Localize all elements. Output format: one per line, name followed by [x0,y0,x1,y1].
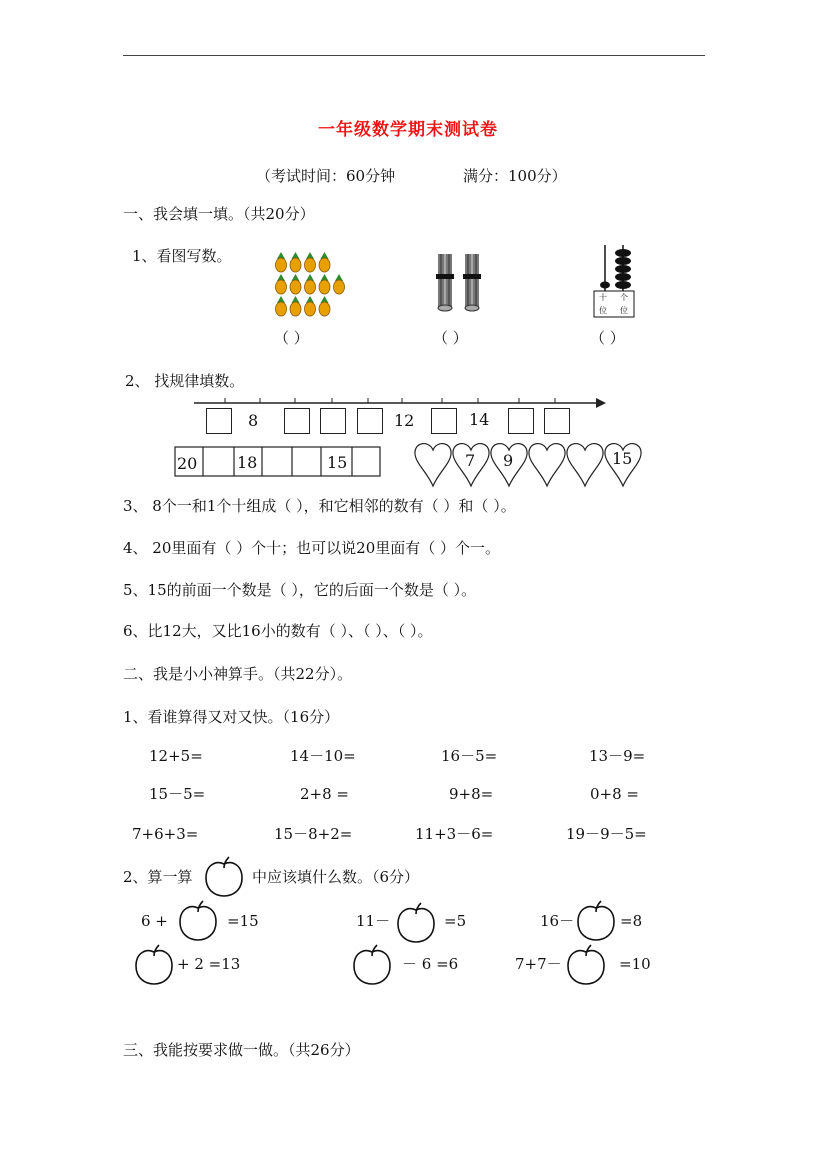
number-box[interactable] [320,408,346,434]
equation-part: 7+7－ [515,955,562,973]
number-box[interactable] [357,408,383,434]
equation: 9+8= [449,785,494,803]
apple-icon[interactable] [576,900,616,942]
pineapple-icon [305,296,316,316]
equation: 7+6+3= [132,825,199,843]
section1-heading: 一、我会填一填。（共20分） [123,205,315,223]
equation-part: + 2 =13 [177,955,241,973]
question-5: 5、15的前面一个数是（ ），它的后面一个数是（ ）。 [123,581,477,599]
equation: 15－5= [149,785,206,803]
number-cell-row [174,446,382,478]
number-line-value: 14 [469,410,490,429]
answer-blank[interactable]: （ ） [590,329,625,347]
pineapple-icon [305,274,316,294]
number-box[interactable] [431,408,457,434]
question-6: 6、比12大，又比16小的数有（ ）、（ ）、（ ）。 [123,622,433,640]
heart-value: 9 [503,451,514,470]
section3-heading: 三、我能按要求做一做。（共26分） [123,1041,360,1059]
answer-blank[interactable]: （ ） [433,329,468,347]
answer-blank[interactable]: （ ） [274,329,309,347]
heart-shape [529,444,565,486]
pineapple-icon [276,296,287,316]
number-box[interactable] [508,408,534,434]
equation: 19－9－5= [566,825,647,843]
abacus-ones-label: 个 [620,293,628,302]
apple-icon[interactable] [352,944,392,986]
pineapple-icon [276,252,287,272]
heart-value: 15 [612,449,633,468]
equation: 2+8 = [300,785,349,803]
equation: 16－5= [441,747,498,765]
pineapple-icon [319,252,330,272]
pineapple-icon [305,252,316,272]
equation-part: － 6 =6 [402,955,459,973]
apple-icon[interactable] [566,944,606,986]
pineapple-icon [319,296,330,316]
apple-icon[interactable] [134,944,174,986]
header-rule [123,55,705,56]
equation-part: =10 [619,955,651,973]
heart-row [413,438,643,488]
number-box[interactable] [544,408,570,434]
s2-q2-label: 中应该填什么数。（6分） [252,868,420,886]
pineapple-icon [319,274,330,294]
question-4: 4、 20里面有（ ）个十；也可以说20里面有（ ）个一。 [123,539,501,557]
heart-shape [415,444,451,486]
equation-part: 16－ [540,912,575,930]
pineapple-icon [290,252,301,272]
cell-value: 15 [327,453,348,472]
number-line-value: 8 [248,411,259,430]
exam-time: （考试时间：60分钟 [256,167,396,185]
pineapple-icon [290,296,301,316]
heart-value: 7 [465,451,476,470]
equation-part: 6 + [141,912,168,930]
s2-q1-label: 1、看谁算得又对又快。（16分） [123,708,340,726]
heart-shape [567,444,603,486]
pineapple-picture [274,251,349,321]
equation-part: 11－ [356,912,391,930]
pineapple-icon [290,274,301,294]
equation: 12+5= [149,747,203,765]
apple-icon[interactable] [178,900,218,942]
cell-value: 20 [177,454,198,473]
equation: 15－8+2= [274,825,353,843]
equation: 0+8 = [590,785,639,803]
question-3: 3、 8个一和1个十组成（ ），和它相邻的数有（ ）和（ ）。 [123,497,516,515]
equation-part: =15 [227,912,259,930]
stick-bundles-picture [432,250,492,312]
pineapple-icon [276,274,287,294]
s2-q2-label: 2、算一算 [123,868,193,886]
cell-value: 18 [237,453,258,472]
equation: 11+3－6= [415,825,494,843]
abacus-wei-label: 位 [620,306,628,315]
section2-heading: 二、我是小小神算手。（共22分）。 [123,665,353,683]
abacus-wei-label: 位 [599,306,607,315]
number-box[interactable] [284,408,310,434]
apple-icon[interactable] [396,902,436,944]
equation: 13－9= [589,747,646,765]
q1-label: 1、看图写数。 [132,247,232,265]
number-line-value: 12 [394,411,415,430]
equation: 14－10= [290,747,356,765]
abacus-tens-label: 十 [599,293,607,302]
equation-part: =8 [620,912,643,930]
equation-part: =5 [444,912,467,930]
apple-icon [204,856,244,898]
number-box[interactable] [206,408,232,434]
pineapple-icon [334,274,345,294]
page-title: 一年级数学期末测试卷 [318,120,498,140]
full-score: 满分：100分） [463,167,567,185]
q2-label: 2、 找规律填数。 [125,372,245,390]
